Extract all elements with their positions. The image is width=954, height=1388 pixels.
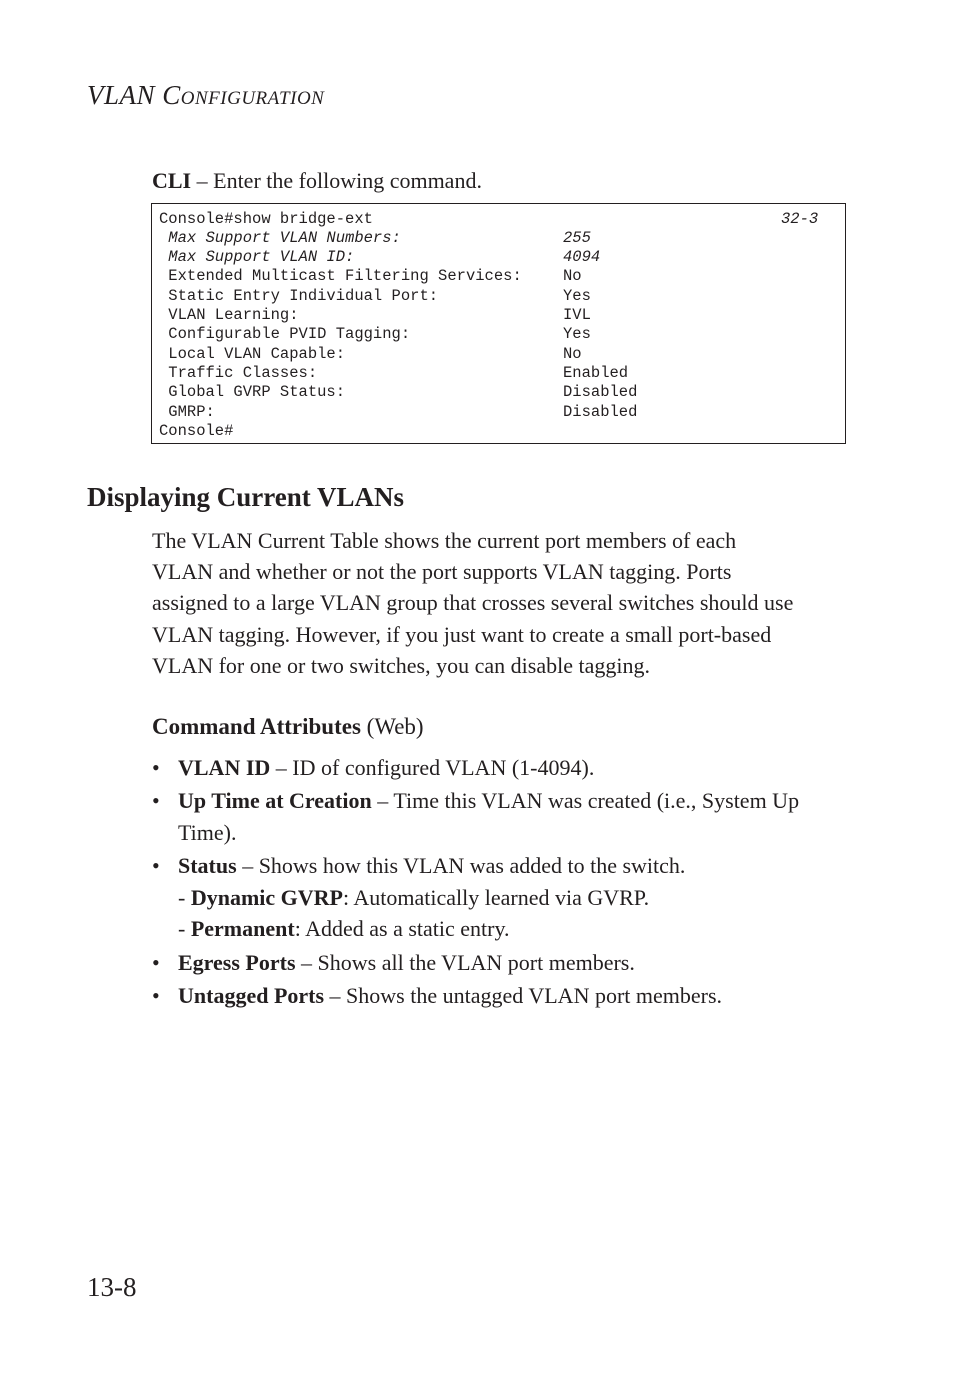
code-row-value: Enabled <box>563 364 629 382</box>
code-row-value: Yes <box>563 287 591 305</box>
bullet-icon: • <box>152 755 160 780</box>
code-row-value: IVL <box>563 306 591 324</box>
code-row-value: No <box>563 345 582 363</box>
code-command: Console#show bridge-ext <box>159 210 373 228</box>
sub-item-term: Dynamic GVRP <box>190 885 343 910</box>
page-number: 13-8 <box>87 1272 137 1302</box>
attribute-desc: – ID of configured VLAN (1-4094). <box>270 755 595 780</box>
code-row-value: No <box>563 267 582 285</box>
code-row-value: 4094 <box>563 248 601 266</box>
bullet-icon: • <box>152 950 160 975</box>
attribute-term: Egress Ports <box>178 950 296 975</box>
attribute-desc: – Time this VLAN was created (i.e., System Up <box>371 788 800 813</box>
code-row-label: Static Entry Individual Port: <box>159 287 439 305</box>
code-row-value: 255 <box>563 229 591 247</box>
code-row-label: Local VLAN Capable: <box>159 345 346 363</box>
attributes-heading-suffix: (Web) <box>360 714 424 739</box>
code-reference: 32-3 <box>781 210 819 228</box>
paragraph-line: The VLAN Current Table shows the current port members of each <box>152 528 737 553</box>
attribute-term: Untagged Ports <box>178 983 325 1008</box>
cli-label: CLI <box>152 168 192 193</box>
running-head <box>87 80 324 111</box>
code-row-label: GMRP: <box>159 403 215 421</box>
command-attributes-heading <box>152 714 424 740</box>
attribute-term: VLAN ID <box>178 755 271 780</box>
sub-item-prefix: - <box>178 916 191 941</box>
paragraph-line: VLAN for one or two switches, you can disable tagging. <box>152 652 650 678</box>
code-row-value: Disabled <box>563 403 638 421</box>
code-example-box <box>151 203 846 444</box>
code-row <box>159 229 591 248</box>
attribute-desc: – Shows how this VLAN was added to the switch. <box>236 853 686 878</box>
code-prompt: Console# <box>159 422 234 440</box>
sub-item-desc: : Added as a static entry. <box>294 916 510 941</box>
attributes-heading-bold: Command Attributes <box>152 714 361 739</box>
sub-item <box>178 913 510 945</box>
sub-item-desc: : Automatically learned via GVRP. <box>342 885 650 910</box>
attribute-desc-continued: Time). <box>178 820 237 845</box>
section-heading: Displaying Current VLANs <box>87 482 405 512</box>
bullet-icon: • <box>152 853 160 878</box>
code-row <box>159 306 591 325</box>
code-row-label: VLAN Learning: <box>159 306 299 324</box>
code-row <box>159 325 591 344</box>
code-row-label: Configurable PVID Tagging: <box>159 325 411 343</box>
code-row <box>159 403 638 422</box>
sub-item-term: Permanent <box>190 916 295 941</box>
code-row-label: Max Support VLAN Numbers: <box>159 229 401 247</box>
attribute-term: Up Time at Creation <box>178 788 372 813</box>
cli-intro-text: – Enter the following command. <box>191 168 482 193</box>
attribute-desc: – Shows the untagged VLAN port members. <box>324 983 723 1008</box>
attribute-desc: – Shows all the VLAN port members. <box>295 950 635 975</box>
code-row <box>159 364 629 383</box>
running-head-configuration: ONFIGURATION <box>180 88 325 109</box>
code-row-value: Disabled <box>563 383 638 401</box>
code-row <box>159 248 601 267</box>
code-row-label: Extended Multicast Filtering Services: <box>159 267 522 285</box>
code-row <box>159 383 638 402</box>
code-row-value: Yes <box>563 325 591 343</box>
code-row <box>159 287 591 306</box>
section-paragraph <box>152 525 842 681</box>
paragraph-line: assigned to a large VLAN group that crosses several switches should use <box>152 590 794 616</box>
bullet-icon: • <box>152 788 160 813</box>
cli-intro <box>152 168 482 194</box>
code-row <box>159 267 582 286</box>
sub-item <box>178 882 649 914</box>
attribute-term: Status <box>178 853 237 878</box>
code-row-label: Max Support VLAN ID: <box>159 248 355 266</box>
running-head-c: C <box>162 80 181 110</box>
paragraph-line: VLAN tagging. However, if you just want to create a small port-based <box>152 621 772 647</box>
sub-item-prefix: - <box>178 885 191 910</box>
bullet-icon: • <box>152 983 160 1008</box>
code-row <box>159 345 582 364</box>
code-row-label: Traffic Classes: <box>159 364 318 382</box>
paragraph-line: VLAN and whether or not the port supports VLAN tagging. Ports <box>152 559 732 585</box>
running-head-vlan: VLAN <box>87 80 156 110</box>
code-row-label: Global GVRP Status: <box>159 383 346 401</box>
